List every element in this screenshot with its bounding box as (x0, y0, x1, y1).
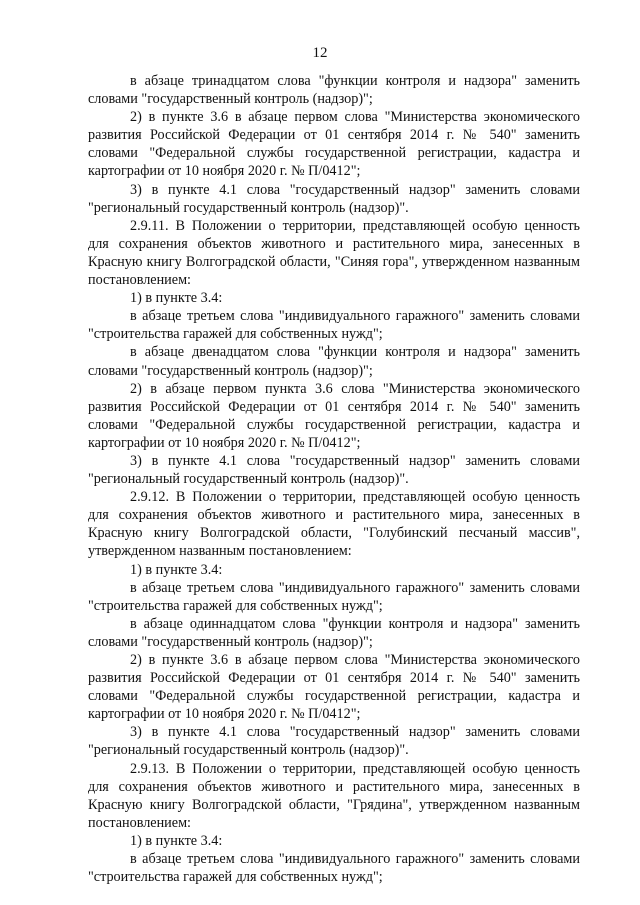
paragraph: 3) в пункте 4.1 слова "государственный надзор" заменить словами "региональный государственный контроль (надзор)". (88, 724, 580, 759)
paragraph: 2.9.11. В Положении о территории, представляющей особую ценность для сохранения объектов животного и растительного мира, занесенных в Красную книгу Волгоградской области, "Синяя гора", утвержденном названным постановлением: (88, 217, 580, 289)
paragraph: 2) в пункте 3.6 в абзаце первом слова "Министерства экономического развития Российской Федерации от 01 сентября 2014 г. № 540" заменить словами "Федеральной службы государственной регистрации, кадастра и картографии от 10 ноября 2020 г. № П/0412"; (88, 652, 580, 723)
page-number: 12 (312, 45, 328, 61)
paragraph: 2) в пункте 3.6 в абзаце первом слова "Министерства экономического развития Российской Федерации от 01 сентября 2014 г. № 540" заменить словами "Федеральной службы государственной регистрации, кадастра и картографии от 10 ноября 2020 г. № П/0412"; (88, 109, 580, 180)
paragraph: в абзаце третьем слова "индивидуального гаражного" заменить словами "строительства гаражей для собственных нужд"; (88, 579, 580, 614)
paragraph: 2) в абзаце первом пункта 3.6 слова "Министерства экономического развития Российской Федерации от 01 сентября 2014 г. № 540" заменить словами "Федеральной службы государственной регистрации, кадастра и картографии от 10 ноября 2020 г. № П/0412"; (88, 380, 580, 451)
paragraph: в абзаце тринадцатом слова "функции контроля и надзора" заменить словами "государственный контроль (надзор)"; (88, 73, 580, 108)
paragraph: в абзаце двенадцатом слова "функции контроля и надзора" заменить словами "государственный контроль (надзор)"; (88, 344, 580, 379)
paragraph: в абзаце одиннадцатом слова "функции контроля и надзора" заменить словами "государственный контроль (надзор)"; (88, 615, 580, 650)
paragraph: в абзаце третьем слова "индивидуального гаражного" заменить словами "строительства гаражей для собственных нужд"; (88, 308, 580, 343)
paragraph: в абзаце третьем слова "индивидуального гаражного" заменить словами "строительства гаражей для собственных нужд"; (88, 851, 580, 886)
paragraph: 2.9.12. В Положении о территории, представляющей особую ценность для сохранения объектов животного и растительного мира, занесенных в Красную книгу Волгоградской области, "Голубинский песчаный массив", утвержденном названным постановлением: (88, 489, 580, 560)
paragraph: 3) в пункте 4.1 слова "государственный надзор" заменить словами "региональный государственный контроль (надзор)". (88, 181, 580, 216)
paragraph: 2.9.13. В Положении о территории, представляющей особую ценность для сохранения объектов животного и растительного мира, занесенных в Красную книгу Волгоградской области, "Грядина", утвержденном названным постановлением: (88, 760, 580, 831)
paragraph: 3) в пункте 4.1 слова "государственный надзор" заменить словами "региональный государственный контроль (надзор)". (88, 452, 580, 488)
document-body (88, 72, 580, 886)
paragraph: 1) в пункте 3.4: (130, 290, 223, 307)
paragraph: 1) в пункте 3.4: (130, 561, 223, 578)
paragraph: 1) в пункте 3.4: (130, 832, 223, 849)
